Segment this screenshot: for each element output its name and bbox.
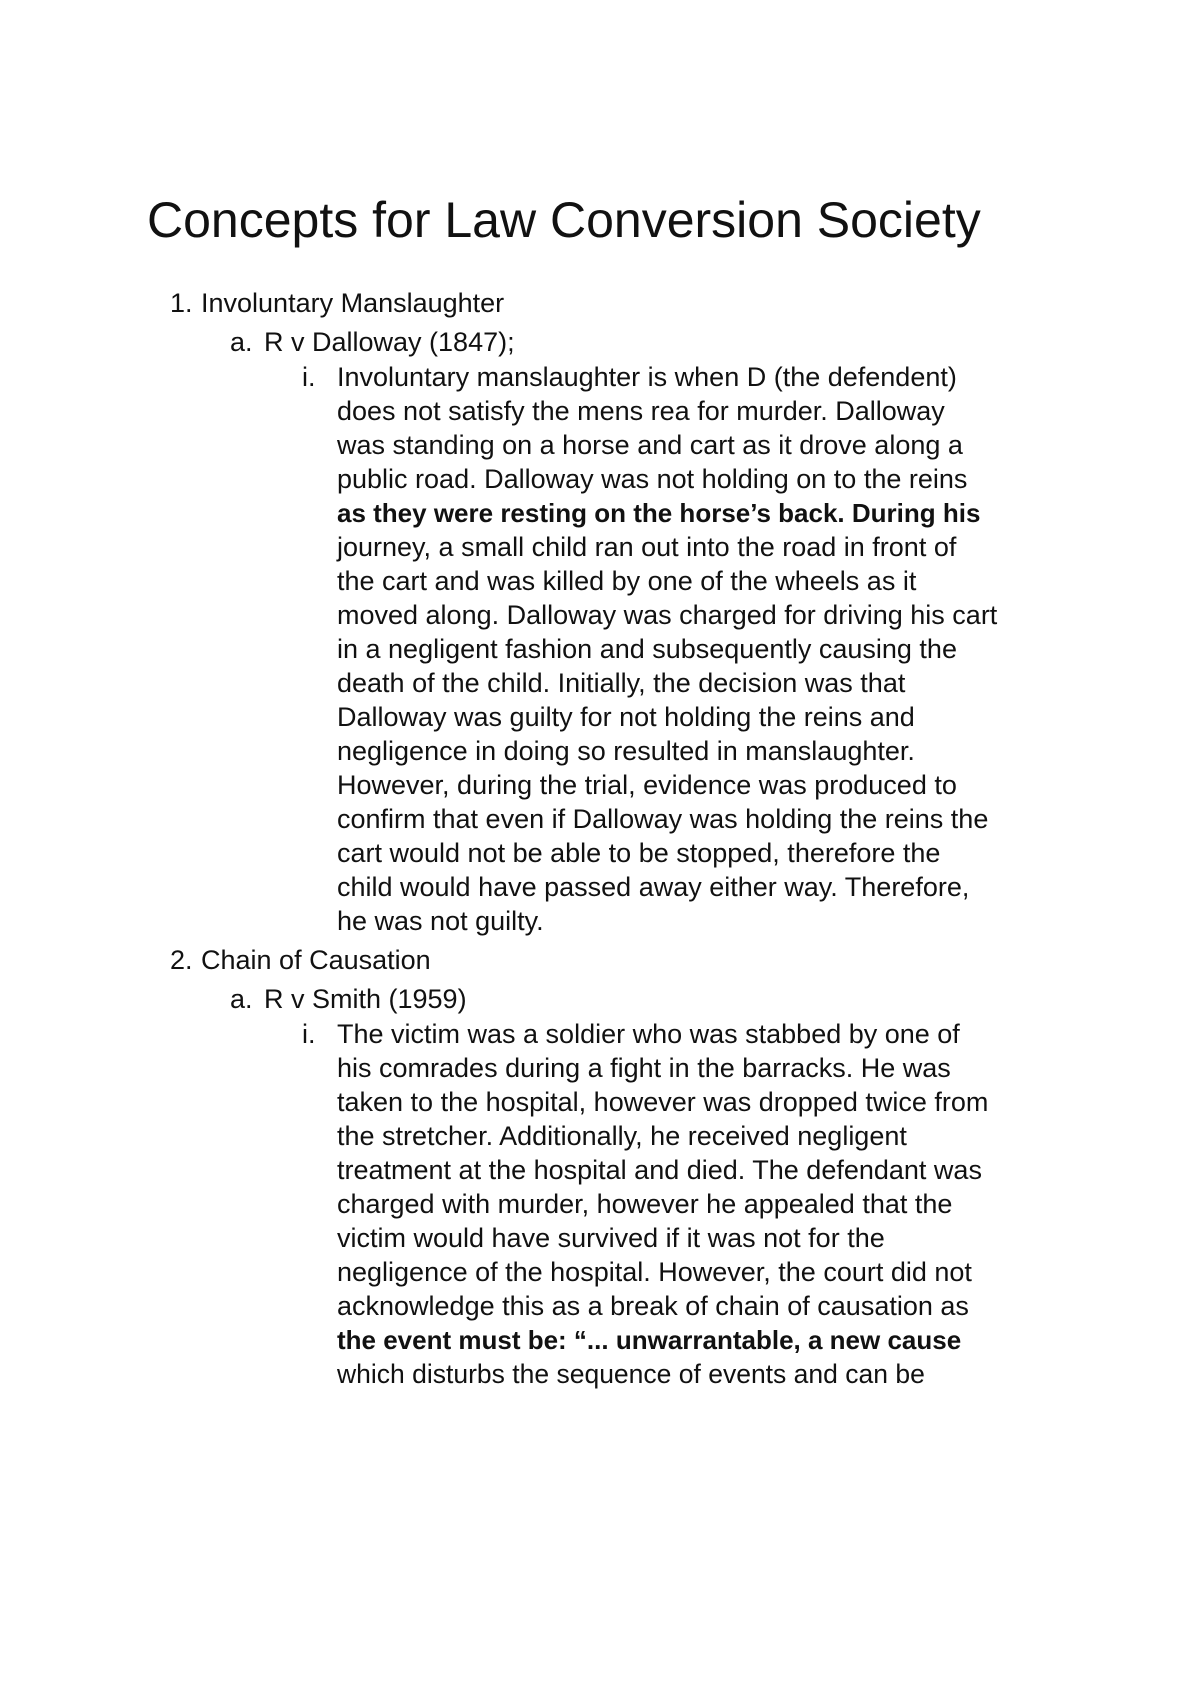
- section-heading: [170, 286, 505, 320]
- paragraph-line: charged with murder, however he appealed that the: [337, 1189, 953, 1219]
- section-number: 1.: [170, 288, 193, 318]
- paragraph-line: taken to the hospital, however was dropped twice from: [337, 1087, 989, 1117]
- paragraph-line: cart would not be able to be stopped, therefore the: [337, 838, 941, 868]
- paragraph-line: the cart and was killed by one of the wheels as it: [337, 566, 917, 596]
- case-name: R v Smith (1959): [264, 984, 467, 1014]
- paragraph-line: moved along. Dalloway was charged for driving his cart: [337, 600, 998, 630]
- paragraph-line: acknowledge this as a break of chain of causation as: [337, 1291, 969, 1321]
- section-heading: [170, 943, 431, 977]
- case-heading: [230, 325, 515, 359]
- paragraph-line: journey, a small child ran out into the road in front of: [337, 532, 957, 562]
- section-number: 2.: [170, 945, 193, 975]
- paragraph-line: in a negligent fashion and subsequently causing the: [337, 634, 957, 664]
- case-letter: a.: [230, 984, 253, 1014]
- paragraph-line: victim would have survived if it was not for the: [337, 1223, 885, 1253]
- paragraph-line: he was not guilty.: [337, 906, 544, 936]
- paragraph-line: death of the child. Initially, the decision was that: [337, 668, 906, 698]
- paragraph-line: does not satisfy the mens rea for murder. Dalloway: [337, 396, 945, 426]
- paragraph-line: was standing on a horse and cart as it drove along a: [337, 430, 963, 460]
- case-name: R v Dalloway (1847);: [264, 327, 515, 357]
- document-title: Concepts for Law Conversion Society: [147, 192, 981, 248]
- paragraph-line: as they were resting on the horse’s back. During his: [337, 498, 981, 528]
- paragraph-line: which disturbs the sequence of events and can be: [337, 1359, 925, 1389]
- point-numeral: i.: [302, 1019, 316, 1049]
- section-heading-text: Involuntary Manslaughter: [201, 288, 505, 318]
- paragraph-line: his comrades during a fight in the barracks. He was: [337, 1053, 951, 1083]
- paragraph-line: negligence in doing so resulted in manslaughter.: [337, 736, 915, 766]
- paragraph-line: the stretcher. Additionally, he received negligent: [337, 1121, 907, 1151]
- paragraph-line: negligence of the hospital. However, the court did not: [337, 1257, 972, 1287]
- paragraph-line: public road. Dalloway was not holding on to the reins: [337, 464, 968, 494]
- paragraph-line: The victim was a soldier who was stabbed by one of: [337, 1019, 960, 1049]
- paragraph-line: treatment at the hospital and died. The defendant was: [337, 1155, 982, 1185]
- paragraph-line: child would have passed away either way. Therefore,: [337, 872, 970, 902]
- paragraph-line: However, during the trial, evidence was produced to: [337, 770, 957, 800]
- paragraph-line: the event must be: “... unwarrantable, a new cause: [337, 1325, 962, 1355]
- case-heading: [230, 982, 467, 1016]
- case-letter: a.: [230, 327, 253, 357]
- section-heading-text: Chain of Causation: [201, 945, 431, 975]
- paragraph-line: confirm that even if Dalloway was holding the reins the: [337, 804, 989, 834]
- paragraph-line: Dalloway was guilty for not holding the reins and: [337, 702, 915, 732]
- paragraph-line: Involuntary manslaughter is when D (the defendent): [337, 362, 957, 392]
- point-numeral: i.: [302, 362, 316, 392]
